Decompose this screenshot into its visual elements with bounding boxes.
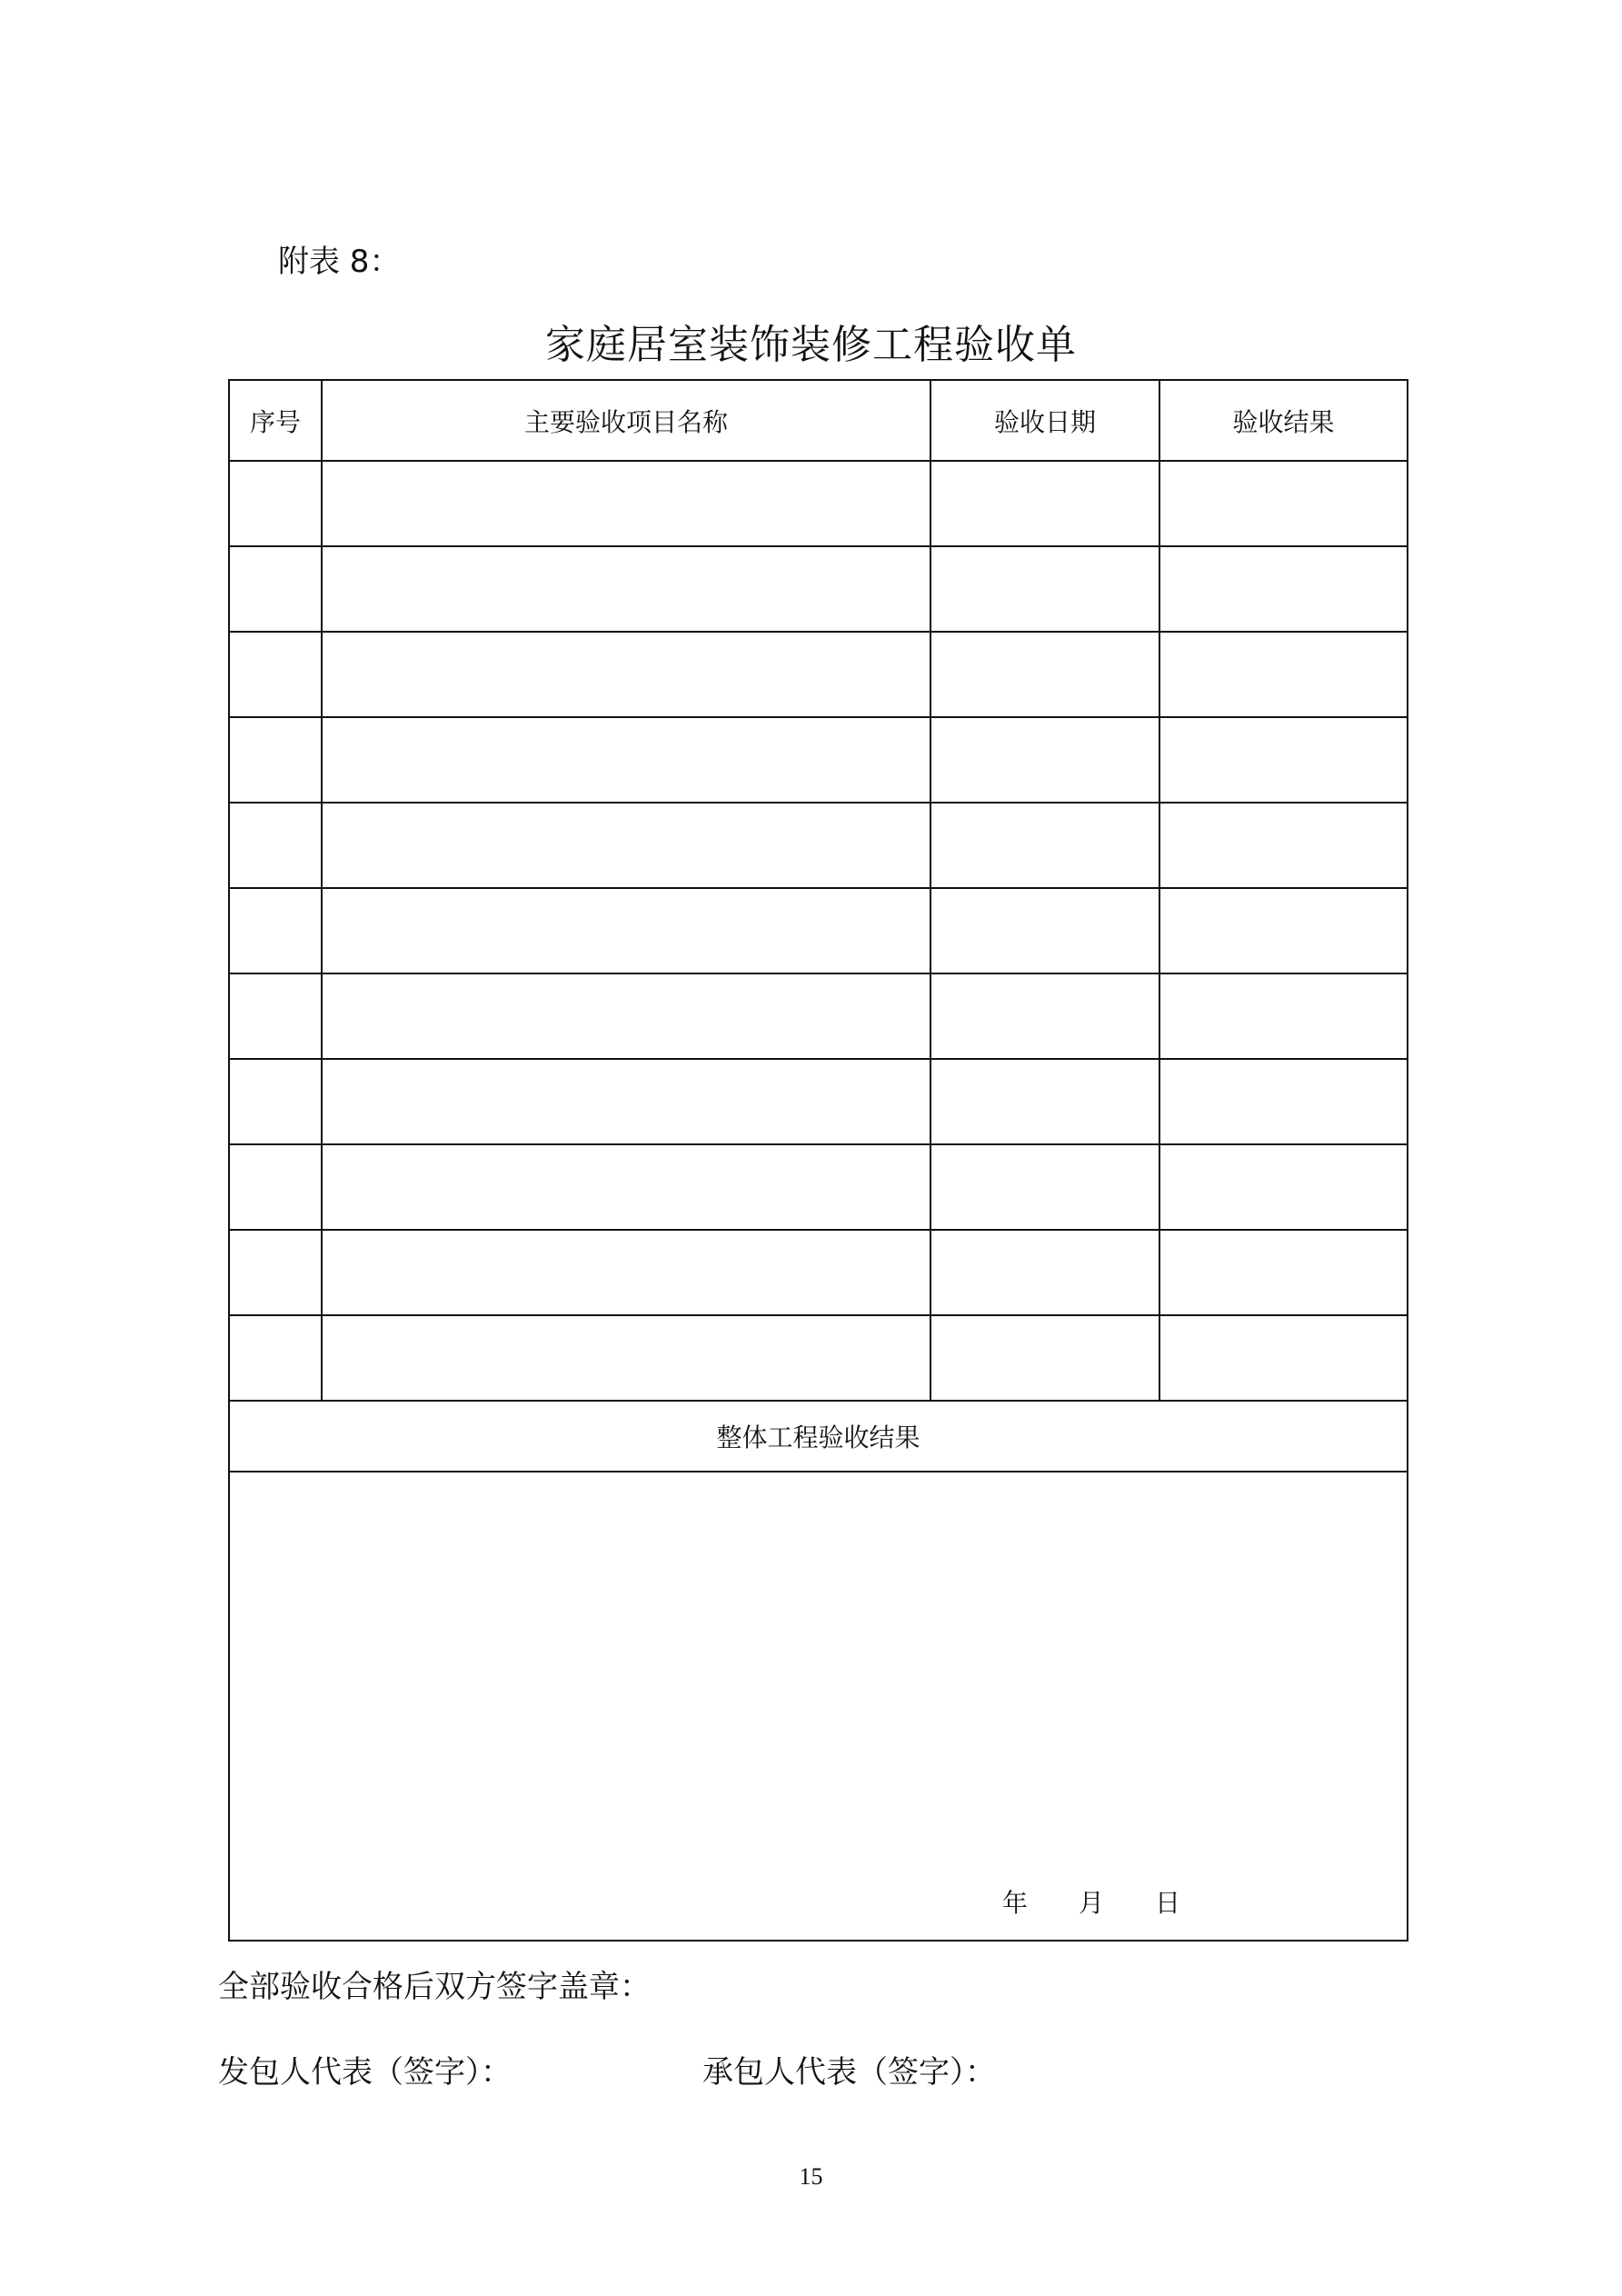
- date-year-label: 年: [1002, 1888, 1029, 1918]
- result-cell[interactable]: [1159, 1315, 1408, 1401]
- date-cell[interactable]: [930, 461, 1159, 546]
- result-cell[interactable]: [1159, 461, 1408, 546]
- date-cell[interactable]: [930, 1144, 1159, 1230]
- table-row: [229, 1059, 1408, 1144]
- serial-cell[interactable]: [229, 1230, 322, 1315]
- date-cell[interactable]: [930, 973, 1159, 1059]
- date-cell[interactable]: [930, 803, 1159, 888]
- result-cell[interactable]: [1159, 973, 1408, 1059]
- result-cell[interactable]: [1159, 1059, 1408, 1144]
- table-header-row: [229, 380, 1408, 461]
- date-cell[interactable]: [930, 1059, 1159, 1144]
- item-name-cell[interactable]: [322, 1144, 930, 1230]
- item-name-cell[interactable]: [322, 717, 930, 803]
- date-cell[interactable]: [930, 1230, 1159, 1315]
- result-cell[interactable]: [1159, 888, 1408, 973]
- result-cell[interactable]: [1159, 1230, 1408, 1315]
- serial-cell[interactable]: [229, 1144, 322, 1230]
- date-line: [1002, 1883, 1180, 1920]
- result-cell[interactable]: [1159, 717, 1408, 803]
- table-row: [229, 1315, 1408, 1401]
- summary-header-row: [229, 1401, 1408, 1472]
- serial-cell[interactable]: [229, 973, 322, 1059]
- item-name-cell[interactable]: [322, 632, 930, 717]
- table-row: [229, 973, 1408, 1059]
- item-name-cell[interactable]: [322, 1059, 930, 1144]
- summary-result-cell[interactable]: [229, 1472, 1408, 1941]
- date-cell[interactable]: [930, 1315, 1159, 1401]
- header-cell-serial: 序号: [229, 380, 322, 461]
- serial-cell[interactable]: [229, 632, 322, 717]
- date-cell[interactable]: [930, 632, 1159, 717]
- table-row: [229, 803, 1408, 888]
- result-cell[interactable]: [1159, 1144, 1408, 1230]
- date-cell[interactable]: [930, 717, 1159, 803]
- table-row: [229, 1144, 1408, 1230]
- serial-cell[interactable]: [229, 1059, 322, 1144]
- serial-cell[interactable]: [229, 461, 322, 546]
- summary-header-cell: 整体工程验收结果: [229, 1401, 1408, 1472]
- appendix-label: 附表 8：: [278, 244, 401, 280]
- item-name-cell[interactable]: [322, 1230, 930, 1315]
- item-name-cell[interactable]: [322, 888, 930, 973]
- item-name-cell[interactable]: [322, 461, 930, 546]
- client-signature-label: 发包人代表（签字）：: [218, 2054, 512, 2091]
- result-cell[interactable]: [1159, 632, 1408, 717]
- table-row: [229, 888, 1408, 973]
- acceptance-table: [228, 379, 1408, 1942]
- header-cell-date: 验收日期: [930, 380, 1159, 461]
- table-row: [229, 717, 1408, 803]
- header-cell-item-name: 主要验收项目名称: [322, 380, 930, 461]
- item-name-cell[interactable]: [322, 803, 930, 888]
- serial-cell[interactable]: [229, 717, 322, 803]
- serial-cell[interactable]: [229, 888, 322, 973]
- page-number: 15: [799, 2163, 823, 2190]
- header-cell-result: 验收结果: [1159, 380, 1408, 461]
- date-cell[interactable]: [930, 546, 1159, 632]
- result-cell[interactable]: [1159, 803, 1408, 888]
- result-cell[interactable]: [1159, 546, 1408, 632]
- table-row: [229, 461, 1408, 546]
- table-row: [229, 546, 1408, 632]
- serial-cell[interactable]: [229, 803, 322, 888]
- contractor-signature-label: 承包人代表（签字）：: [702, 2054, 996, 2091]
- table-row: [229, 1230, 1408, 1315]
- serial-cell[interactable]: [229, 546, 322, 632]
- serial-cell[interactable]: [229, 1315, 322, 1401]
- signature-instruction: 全部验收合格后双方签字盖章：: [218, 1969, 651, 2005]
- item-name-cell[interactable]: [322, 1315, 930, 1401]
- item-name-cell[interactable]: [322, 973, 930, 1059]
- table-row: [229, 632, 1408, 717]
- date-month-label: 月: [1079, 1888, 1105, 1918]
- summary-body-row: [229, 1472, 1408, 1941]
- date-day-label: 日: [1155, 1888, 1181, 1918]
- form-title: 家庭居室装饰装修工程验收单: [545, 322, 1077, 368]
- item-name-cell[interactable]: [322, 546, 930, 632]
- date-cell[interactable]: [930, 888, 1159, 973]
